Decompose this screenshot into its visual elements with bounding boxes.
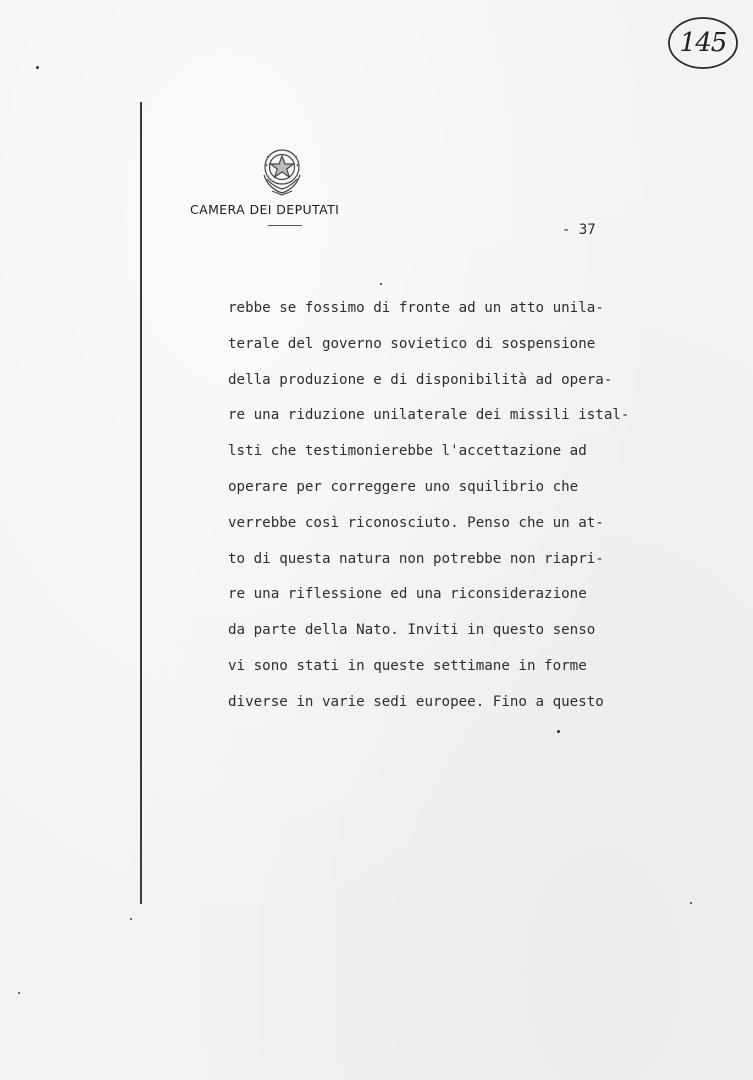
paper-speck [557, 730, 560, 733]
page-stamp [666, 14, 740, 72]
paper-speck [18, 992, 20, 994]
paper-speck [36, 66, 39, 69]
text-line: lsti che testimonierebbe l'accettazione ad [228, 443, 587, 460]
text-line: verrebbe così riconosciuto. Penso che un at- [228, 514, 604, 531]
text-line: to di questa natura non potrebbe non riapri- [228, 550, 604, 567]
text-line: della produzione e di disponibilità ad opera- [228, 371, 613, 388]
text-line: re una riflessione ed una riconsiderazione [228, 586, 587, 603]
text-line: rebbe se fossimo di fronte ad un atto unila- [228, 300, 604, 316]
document-body [228, 296, 668, 726]
text-line: da parte della Nato. Inviti in questo senso [228, 622, 596, 639]
organization-name: CAMERA DEI DEPUTATI [190, 202, 340, 217]
paper-speck [690, 902, 692, 904]
page-stamp-number: 145 [679, 28, 727, 58]
italian-republic-emblem-icon [258, 145, 306, 197]
text-line: vi sono stati in queste settimane in forme [228, 657, 587, 674]
paper-speck [380, 283, 382, 285]
page-number: - 37 [562, 222, 596, 238]
header-underline [268, 225, 302, 226]
text-line: operare per correggere uno squilibrio che [228, 478, 579, 495]
text-line: diverse in varie sedi europee. Fino a questo [228, 693, 604, 710]
margin-rule [140, 102, 142, 904]
text-line: re una riduzione unilaterale dei missili istal- [228, 407, 630, 424]
paper-speck [130, 918, 132, 920]
text-line: terale del governo sovietico di sospensione [228, 335, 596, 352]
